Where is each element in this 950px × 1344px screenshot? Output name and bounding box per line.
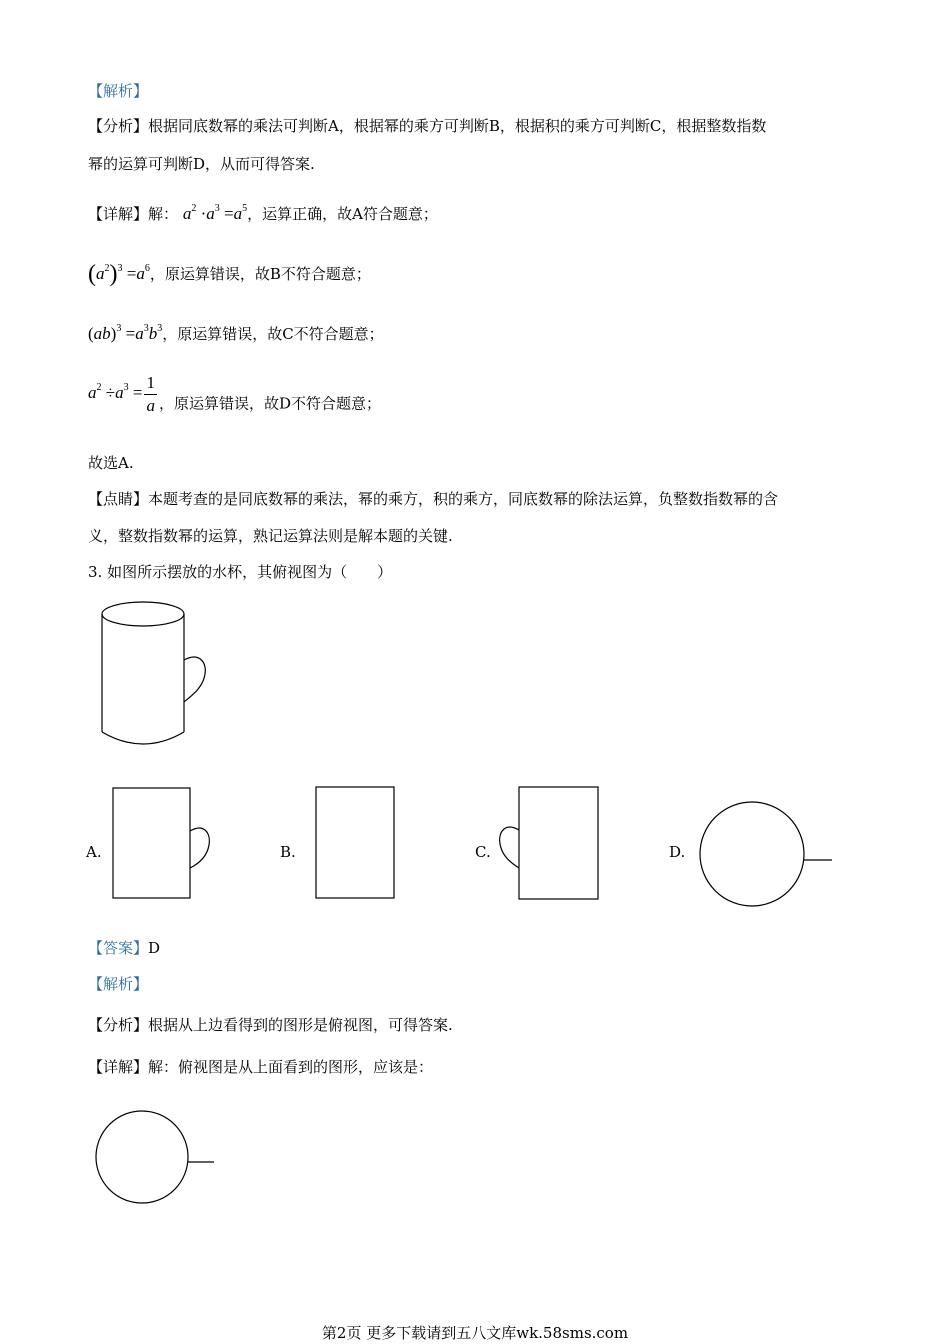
- analysis-text-1: 根据同底数幂的乘法可判断A，根据幂的乘方可判断B，根据积的乘方可判断C，根据整数指数: [148, 117, 767, 135]
- q3-detail-text: 解：俯视图是从上面看到的图形，应该是：: [148, 1058, 434, 1076]
- detail-line-d: [88, 372, 381, 417]
- comment-line-2: 义，整数指数幂的运算，熟记运算法则是解本题的关键.: [88, 527, 453, 545]
- q3-detail-line: [88, 1056, 433, 1078]
- item-a-text: ，运算正确，故A符合题意；: [247, 205, 438, 223]
- item-d-text: ，原运算错误，故D不符合题意；: [158, 394, 381, 413]
- q3-analysis-line: [88, 1014, 453, 1036]
- analysis-line-1: [88, 115, 766, 137]
- answer-label: 【答案】: [88, 939, 149, 957]
- detail-label: 【详解】: [88, 205, 149, 223]
- option-a-label: A.: [86, 843, 102, 861]
- option-d-label: D.: [669, 843, 686, 861]
- q3-analysis-label: 【分析】: [88, 1016, 149, 1034]
- formula-c: $(ab)^3 =a^3b^3$: [88, 323, 163, 343]
- cup-figure: [95, 598, 215, 750]
- page-footer: 第2页 更多下载请到五八文库wk.58sms.com: [321, 1324, 629, 1342]
- jiexi-heading: 【解析】: [88, 82, 149, 100]
- detail-prefix: 解：: [148, 205, 179, 223]
- solution-figure: [94, 1109, 216, 1205]
- option-c-figure: [498, 786, 600, 901]
- formula-a: $a^2 \cdot a^3 =a^5$: [182, 203, 248, 223]
- formula-d: $a^2 \div a^3$ = $\frac{1}{a}$: [88, 373, 155, 415]
- detail-line-c: [88, 318, 384, 345]
- answer-value: D: [148, 939, 161, 957]
- conclusion: 故选A.: [88, 454, 134, 472]
- detail-line-a: [88, 198, 438, 225]
- option-c-label: C.: [475, 843, 491, 861]
- analysis-line-2: 幂的运算可判断D，从而可得答案.: [88, 155, 315, 173]
- answer-line: [88, 937, 160, 959]
- option-b-figure: [315, 786, 397, 900]
- formula-b: $(a^2)^3 =a^6$: [88, 261, 150, 287]
- option-b-label: B.: [280, 843, 296, 861]
- comment-label: 【点睛】: [88, 490, 149, 508]
- analysis-label: 【分析】: [88, 117, 149, 135]
- question-3-stem: 3. 如图所示摆放的水杯，其俯视图为（ ）: [88, 563, 393, 581]
- item-b-text: ，原运算错误，故B不符合题意；: [149, 265, 371, 283]
- comment-text-1: 本题考查的是同底数幂的乘法，幂的乘方，积的乘方，同底数幂的除法运算，负整数指数幂的含: [148, 490, 779, 508]
- option-d-figure: [698, 801, 834, 907]
- option-a-figure: [112, 787, 212, 901]
- detail-line-b: [88, 258, 371, 285]
- q3-jiexi-heading: 【解析】: [88, 975, 149, 993]
- comment-line-1: [88, 488, 778, 510]
- q3-analysis-text: 根据从上边看得到的图形是俯视图，可得答案.: [148, 1016, 453, 1034]
- item-c-text: ，原运算错误，故C不符合题意；: [162, 325, 384, 343]
- q3-detail-label: 【详解】: [88, 1058, 149, 1076]
